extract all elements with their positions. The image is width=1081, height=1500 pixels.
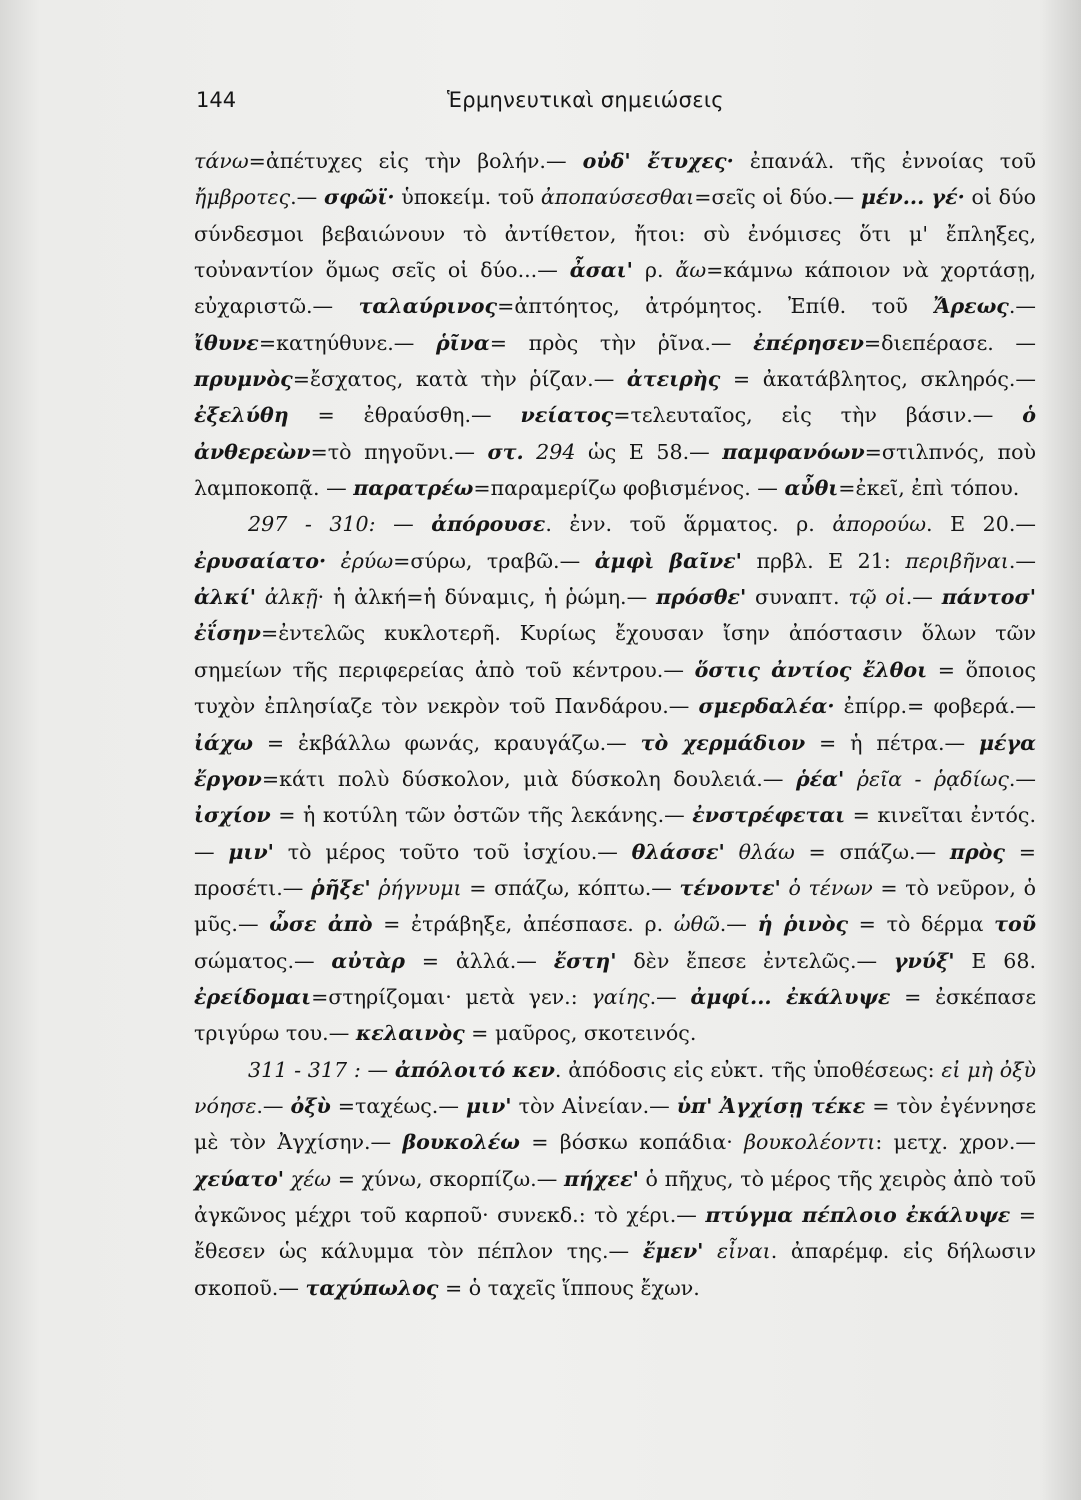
lemma-term: ἐπέρησεν (753, 330, 864, 355)
lemma-term: ἰάχω (194, 730, 253, 755)
commentary-paragraph (194, 143, 1036, 506)
gloss-text: συναπτ. (746, 585, 849, 610)
gloss-text: τὸ μέρος τοῦτο τοῦ ἰσχίου.— (274, 839, 632, 864)
commentary-paragraph (194, 1052, 1036, 1306)
italic-reference: ἀπορούω (832, 512, 926, 537)
gloss-text (256, 585, 265, 609)
lemma-term: ἐξελύθη (194, 403, 289, 428)
gloss-text: =κατηύθυνε.— (258, 330, 436, 355)
italic-reference: εἶναι (717, 1239, 771, 1264)
gloss-text: Ε 68. (954, 948, 1036, 973)
italic-reference: βουκολέοντι (744, 1130, 876, 1155)
gloss-text: πρβλ. Ε 21: (741, 548, 906, 573)
gloss-text: = ἔθεσεν ὡς κάλυμμα τὸν πέπλον της.— (194, 1202, 1036, 1264)
gloss-text (703, 1239, 717, 1263)
gloss-text: = προσέτι.— (194, 839, 1036, 900)
gloss-text: =ἀπέτυχες εἰς τὴν βολήν.— (248, 149, 583, 173)
italic-reference: τῷ οἱ (848, 585, 906, 610)
gloss-text: = ἀλλά.— (404, 948, 554, 973)
gloss-text: = πρὸς τὴν ῥῖνα.— (489, 330, 754, 355)
italic-reference: θλάω (738, 839, 795, 864)
lemma-term: ἀπόρουσε (431, 512, 546, 537)
lemma-term: ῥῖνα (435, 330, 490, 355)
gloss-text: δὲν ἔπεσε ἐντελῶς.— (616, 948, 894, 973)
running-title: Ἑρμηνευτικαὶ σημειώσεις (447, 88, 724, 112)
gloss-text: = μαῦρος, σκοτεινός. (464, 1021, 697, 1046)
lemma-term: χεύατο' (194, 1166, 285, 1191)
gloss-text: = ἡ πέτρα.— (805, 730, 979, 755)
lemma-term: σφῶϊ· (323, 185, 395, 210)
gloss-text: = χύνω, σκορπίζω.— (331, 1166, 564, 1191)
italic-reference: ἄω (675, 258, 707, 283)
lemma-term: ὑπ' Ἀγχίσῃ τέκε (676, 1093, 866, 1118)
lemma-term: αὖθι (784, 476, 839, 501)
lemma-term: παμφανόων (722, 439, 865, 464)
page-number: 144 (196, 88, 237, 112)
lemma-term: ὦσε ἀπὸ (269, 912, 373, 937)
gloss-text: . ἐνν. τοῦ ἅρματος. ρ. (545, 512, 833, 537)
italic-reference: ἀλκῇ (264, 585, 318, 610)
lemma-term: ταχύπωλος (305, 1275, 439, 1300)
gloss-text (284, 1167, 291, 1191)
lemma-term: ἀμφὶ βαῖνε' (594, 548, 742, 573)
gloss-text: ὁ πῆχυς, τὸ μέρος τῆς χειρὸς ἀπὸ τοῦ ἀγκῶνος μέχρι τοῦ καρποῦ· συνεκδ.: τὸ χέρι.— (194, 1166, 1037, 1227)
lemma-term: ἰσχίον (194, 803, 271, 828)
gloss-text: = ἡ κοτύλη τῶν ὀστῶν τῆς λεκάνης.— (270, 803, 693, 828)
italic-reference: ὠθῶ (673, 912, 720, 937)
gloss-text: .— (905, 585, 942, 610)
gloss-text: =διεπέρασε. — (863, 330, 1036, 355)
gloss-text: · ἡ ἀλκή=ἡ δύναμις, ἡ ῥώμη.— (317, 585, 656, 610)
lemma-term: Ἄρεως (933, 294, 1009, 319)
gloss-text: =τελευταῖος, εἰς τὴν βάσιν.— (613, 403, 1023, 428)
lemma-term: ὁ ἀνθερεὼν (194, 403, 1036, 464)
lemma-term: σμερδαλέα· (698, 694, 835, 719)
gloss-text: =κάμνω κάποιον νὰ χορτάσῃ, εὐχαριστῶ.— (194, 258, 1036, 319)
lemma-term: τένοντε' (679, 875, 781, 900)
italic-reference: 294 (536, 439, 576, 464)
lemma-term: νείατος (520, 403, 614, 428)
gloss-text: = κινεῖται ἐντός.— (194, 803, 1037, 864)
italic-reference: γαίης (591, 984, 650, 1009)
gloss-text: =ἐκεῖ, ἐπὶ τόπου. (838, 476, 1020, 501)
lemma-term: ῥῆξε' (311, 875, 371, 900)
italic-reference: 311 - 317 : (248, 1057, 361, 1082)
gloss-text: . Ε 20.— (926, 512, 1036, 537)
gloss-text (326, 549, 341, 573)
gloss-text: ὡς Ε 58.— (575, 439, 723, 464)
lemma-term: μέν... γέ· (860, 185, 965, 210)
gloss-text: .— (719, 912, 758, 937)
gloss-text: =ταχέως.— (330, 1093, 466, 1118)
lemma-term: τοῦ (994, 912, 1037, 937)
lemma-term: βουκολέω (402, 1130, 520, 1155)
gloss-text (844, 767, 857, 791)
gloss-text: = ἀκατάβλητος, σκληρός.— (720, 367, 1036, 392)
gloss-text: .— (1008, 766, 1037, 791)
gloss-text: : μετχ. χρον.— (875, 1130, 1036, 1155)
gloss-text: =ἔσχατος, κατὰ τὴν ῥίζαν.— (292, 367, 627, 392)
gloss-text: .— (1008, 548, 1036, 573)
italic-reference: ἤμβροτες (194, 185, 291, 210)
gloss-text: οἱ δύο σύνδεσμοι βεβαιώνουν τὸ ἀντίθετον, ἤτοι: σὺ ἐνόμισες ὅτι μ' ἔπληξες, τοὐναντίον ὅμως σεῖς οἱ δύο...— (194, 185, 1036, 283)
commentary-paragraph (194, 506, 1036, 1051)
lemma-term: στ. (487, 439, 524, 464)
lemma-term: θλάσσε' (631, 839, 725, 864)
gloss-text: = τὸν ἐγέννησε μὲ τὸν Ἀγχίσην.— (194, 1093, 1037, 1155)
italic-reference: 297 - 310: (248, 512, 376, 537)
lemma-term: ἐρυσαίατο· (194, 548, 327, 573)
lemma-term: κελαινὸς (355, 1021, 465, 1046)
italic-reference: χέω (290, 1166, 332, 1191)
gloss-text (524, 440, 537, 464)
gloss-text: ὑποκείμ. τοῦ (394, 185, 541, 210)
gloss-text: =σεῖς οἱ δύο.— (694, 185, 861, 210)
lemma-term: μέγα ἔργον (194, 730, 1037, 791)
lemma-term: ἡ ῥινὸς (757, 912, 849, 937)
gloss-text: =ἀπτόητος, ἀτρόμητος. Ἐπίθ. τοῦ (497, 294, 934, 319)
gloss-text: = ὁ ταχεῖς ἵππους ἔχων. (438, 1275, 700, 1300)
gloss-text: =τὸ πηγοῦνι.— (310, 439, 488, 464)
lemma-term: ῥέα' (795, 766, 845, 791)
lemma-term: ἐνστρέφεται (692, 803, 846, 828)
commentary-body (194, 143, 1036, 1306)
italic-reference: ἀποπαύσεσθαι (540, 185, 695, 210)
gloss-text: =στιλπνός, ποὺ λαμποκοπᾷ. — (194, 439, 1036, 501)
italic-reference: εἰ μὴ ὀξὺ νόησε (194, 1057, 1036, 1118)
gloss-text: = ἐθραύσθη.— (288, 403, 521, 428)
gloss-text: ρ. (632, 258, 676, 283)
gloss-text: .— (1008, 294, 1036, 319)
gloss-text: = σπάζω, κόπτω.— (461, 875, 680, 900)
gloss-text: σώματος.— (194, 948, 332, 973)
lemma-term: μιν' (228, 839, 274, 864)
lemma-term: πτύγμα πέπλοιο ἐκάλυψε (705, 1202, 1011, 1227)
gloss-text: τὸν Αἰνείαν.— (511, 1093, 677, 1118)
gloss-text (725, 840, 739, 864)
lemma-term: αὐτὰρ (331, 948, 405, 973)
gloss-text: =παραμερίζω φοβισμένος. — (473, 476, 785, 501)
lemma-term: ἀπόλοιτό κεν (394, 1057, 555, 1082)
lemma-term: ὅστις ἀντίος ἔλθοι (694, 657, 928, 682)
lemma-term: ἀτειρὴς (626, 367, 721, 392)
gloss-text: = ὅποιος τυχὸν ἐπλησίαζε τὸν νεκρὸν τοῦ Πανδάρου.— (194, 657, 1036, 719)
lemma-term: πρυμνὸς (194, 367, 293, 392)
lemma-term: γνύξ' (893, 948, 955, 973)
gloss-text: =κάτι πολὺ δύσκολον, μιὰ δύσκολη δουλειά.— (261, 766, 796, 791)
italic-reference: ὁ τένων (788, 875, 873, 900)
lemma-term: πήχεε' (563, 1166, 639, 1191)
gloss-text: . ἀπόδοσις εἰς εὐκτ. τῆς ὑποθέσεως: (554, 1057, 942, 1082)
lemma-term: ἀμφί... ἐκάλυψε (690, 984, 891, 1009)
page-header (196, 88, 1036, 118)
gloss-text: =στηρίζομαι· μετὰ γεν.: (311, 984, 592, 1009)
gloss-text: ἐπίρρ.= φοβερά.— (834, 694, 1036, 719)
lemma-term: πάντοσ' ἐΐσην (194, 585, 1036, 646)
lemma-term: μιν' (465, 1093, 512, 1118)
gloss-text: — (360, 1057, 395, 1082)
gloss-text: . ἀπαρέμφ. εἰς δήλωσιν σκοποῦ.— (194, 1239, 1037, 1300)
gloss-text: = τὸ νεῦρον, ὁ μῦς.— (194, 875, 1036, 937)
lemma-term: ἆσαι' (569, 258, 633, 283)
lemma-term: ἐρείδομαι (194, 984, 312, 1009)
gloss-text: .— (256, 1093, 291, 1118)
italic-reference: περιβῆναι (905, 548, 1009, 573)
gloss-text: = ἐτράβηξε, ἀπέσπασε. ρ. (372, 912, 674, 937)
gloss-text: = βόσκω κοπάδια· (519, 1130, 745, 1155)
lemma-term: παρατρέω (353, 476, 474, 501)
lemma-term: οὐδ' ἔτυχες· (582, 149, 734, 173)
italic-reference: ῥεῖα - ῥᾳδίως (856, 766, 1009, 791)
gloss-text: .— (649, 984, 691, 1009)
gloss-text: .— (290, 185, 324, 210)
lemma-term: πρὸς (949, 839, 1005, 864)
gloss-text: = τὸ δέρμα (848, 912, 995, 937)
gloss-text: — (375, 512, 432, 537)
lemma-term: ἴθυνε (194, 330, 259, 355)
gloss-text: =σύρω, τραβῶ.— (393, 548, 595, 573)
gloss-text: =ἐντελῶς κυκλοτερῆ. Κυρίως ἔχουσαν ἴσην ἀπόστασιν ὅλων τῶν σημείων τῆς περιφερείας ἀπὸ τοῦ κέντρου.— (194, 621, 1036, 682)
italic-reference: τάνω (194, 149, 249, 173)
lemma-term: ἔστη' (553, 948, 617, 973)
italic-reference: ἐρύω (340, 548, 394, 573)
gloss-text: = σπάζω.— (794, 839, 950, 864)
lemma-term: ταλαύρινος (358, 294, 498, 319)
lemma-term: τὸ χερμάδιον (640, 730, 806, 755)
italic-reference: ῥήγνυμι (378, 875, 462, 900)
gloss-text: ἐπανάλ. τῆς ἐννοίας τοῦ (733, 149, 1037, 173)
gloss-text: = ἐσκέπασε τριγύρω του.— (194, 984, 1037, 1046)
lemma-term: ἔμεν' (642, 1239, 704, 1264)
lemma-term: πρόσθε' (656, 585, 747, 610)
lemma-term: ὀξὺ (290, 1093, 331, 1118)
gloss-text: = ἐκβάλλω φωνάς, κραυγάζω.— (252, 730, 641, 755)
lemma-term: ἀλκί' (194, 585, 256, 610)
